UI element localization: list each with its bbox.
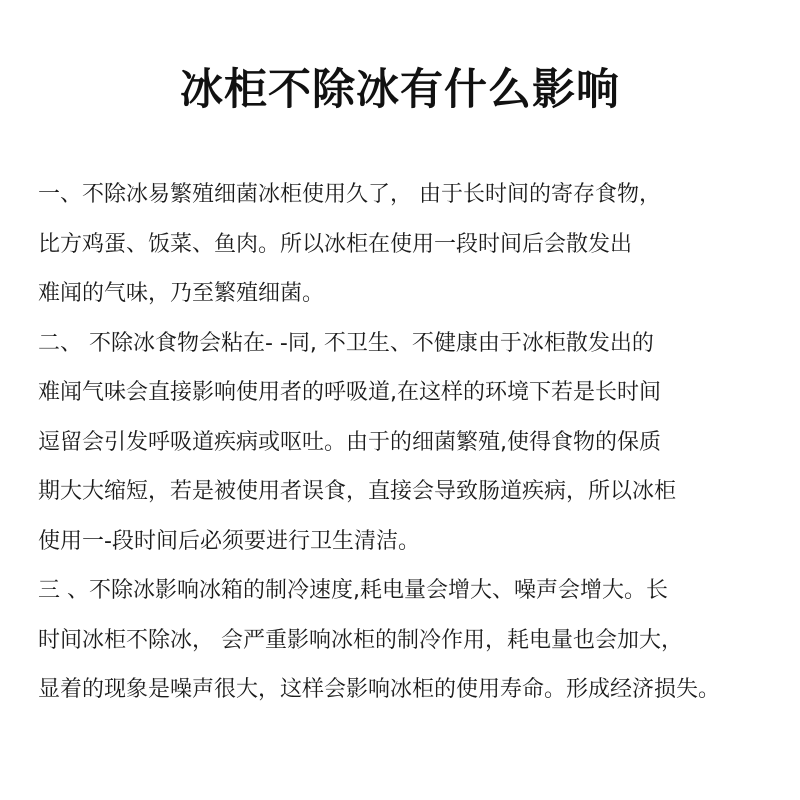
text-line-3: 难闻的气味，乃至繁殖细菌。 bbox=[38, 281, 325, 306]
text-line-6: 逗留会引发呼吸道疾病或呕吐。由于的细菌繁殖,使得食物的保质 bbox=[38, 429, 661, 455]
text-line-9: 三 、不除冰影响冰箱的制冷速度,耗电量会增大、噪声会增大。长 bbox=[38, 578, 668, 603]
text-line-2: 比方鸡蛋、饭菜、鱼肉。所以冰柜在使用一段时间后会散发出 bbox=[38, 231, 633, 257]
text-line-1: 一、不除冰易繁殖细菌冰柜使用久了， 由于长时间的寄存食物， bbox=[38, 182, 661, 207]
text-line-7: 期大大缩短，若是被使用者误食，直接会导致肠道疾病，所以冰柜 bbox=[38, 479, 677, 504]
text-line-10: 时间冰柜不除冰， 会严重影响冰柜的制冷作用，耗电量也会加大， bbox=[38, 627, 683, 653]
page-title: 冰柜不除冰有什么影响 bbox=[180, 65, 620, 115]
text-line-5: 难闻气味会直接影响使用者的呼吸道,在这样的环境下若是长时间 bbox=[38, 380, 661, 405]
text-line-8: 使用一-段时间后必须要进行卫生清洁。 bbox=[38, 528, 420, 554]
text-line-4: 二、 不除冰食物会粘在- -同, 不卫生、不健康由于冰柜散发出的 bbox=[38, 330, 654, 356]
text-line-11: 显着的现象是噪声很大，这样会影响冰柜的使用寿命。形成经济损失。 bbox=[38, 677, 721, 702]
article-body bbox=[38, 170, 788, 715]
